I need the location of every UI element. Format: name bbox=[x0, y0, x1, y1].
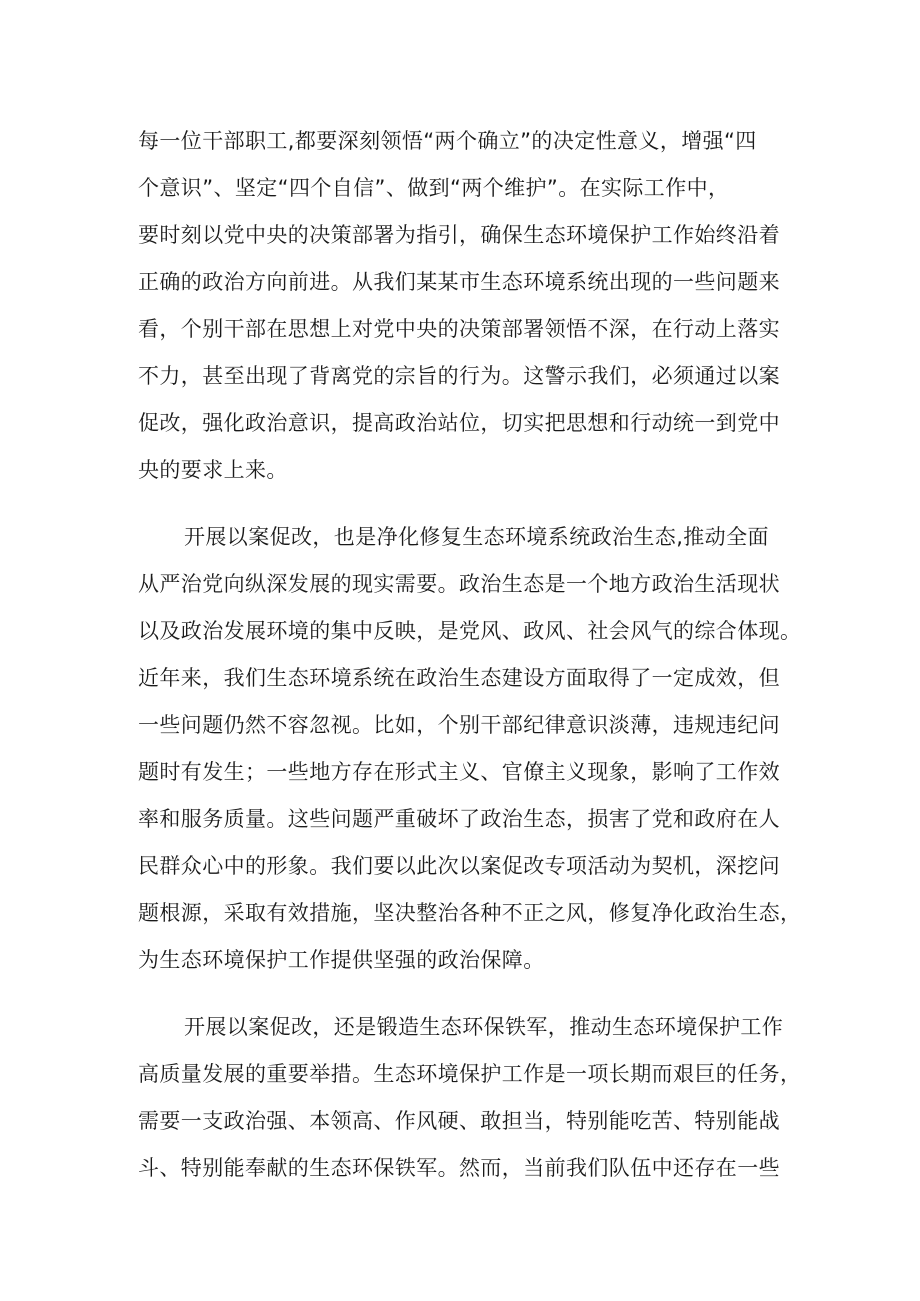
text-line: 题时有发生；一些地方存在形式主义、官僚主义现象，影响了工作效 bbox=[138, 760, 780, 784]
text-line: 高质量发展的重要举措。生态环境保护工作是一项长期而艰巨的任务， bbox=[138, 1062, 802, 1086]
text-line-first: 开展以案促改，还是锻造生态环保铁军，推动生态环境保护工作 bbox=[184, 1015, 784, 1039]
text-line-first: 开展以案促改，也是净化修复生态环境系统政治生态,推动全面 bbox=[184, 525, 769, 549]
text-line: 不力，甚至出现了背离党的宗旨的行为。这警示我们，必须通过以案 bbox=[138, 364, 780, 388]
paragraph-spacer bbox=[138, 494, 798, 514]
text-line: 央的要求上来。 bbox=[138, 458, 288, 482]
text-line: 看，个别干部在思想上对党中央的决策部署领悟不深，在行动上落实 bbox=[138, 317, 780, 341]
text-line: 要时刻以党中央的决策部署为指引，确保生态环境保护工作始终沿着 bbox=[138, 223, 780, 247]
text-line: 需要一支政治强、本领高、作风硬、敢担当，特别能吃苦、特别能战 bbox=[138, 1109, 780, 1133]
text-line: 以及政治发展环境的集中反映，是党风、政风、社会风气的综合体现。 bbox=[138, 619, 802, 643]
text-line: 斗、特别能奉献的生态环保铁军。然而，当前我们队伍中还存在一些 bbox=[138, 1156, 780, 1180]
text-line: 每一位干部职工,都要深刻领悟“两个确立”的决定性意义，增强“四 bbox=[138, 129, 757, 153]
paragraph-spacer bbox=[138, 984, 798, 1004]
paragraph-2 bbox=[138, 514, 802, 984]
text-line: 题根源，采取有效措施，坚决整治各种不正之风，修复净化政治生态， bbox=[138, 901, 802, 925]
text-line: 率和服务质量。这些问题严重破坏了政治生态，损害了党和政府在人 bbox=[138, 807, 780, 831]
document-body bbox=[138, 118, 802, 1192]
text-line: 个意识”、坚定“四个自信”、做到“两个维护”。在实际工作中， bbox=[138, 176, 730, 200]
text-line: 从严治党向纵深发展的现实需要。政治生态是一个地方政治生活现状 bbox=[138, 572, 780, 596]
paragraph-1 bbox=[138, 118, 798, 494]
text-line: 促改，强化政治意识，提高政治站位，切实把思想和行动统一到党中 bbox=[138, 411, 780, 435]
text-line: 民群众心中的形象。我们要以此次以案促改专项活动为契机，深挖问 bbox=[138, 854, 780, 878]
text-line: 为生态环境保护工作提供坚强的政治保障。 bbox=[138, 948, 545, 972]
text-line: 近年来，我们生态环境系统在政治生态建设方面取得了一定成效，但 bbox=[138, 666, 780, 690]
paragraph-3 bbox=[138, 1004, 802, 1192]
text-line: 正确的政治方向前进。从我们某某市生态环境系统出现的一些问题来 bbox=[138, 270, 780, 294]
text-line: 一些问题仍然不容忽视。比如，个别干部纪律意识淡薄，违规违纪问 bbox=[138, 713, 780, 737]
